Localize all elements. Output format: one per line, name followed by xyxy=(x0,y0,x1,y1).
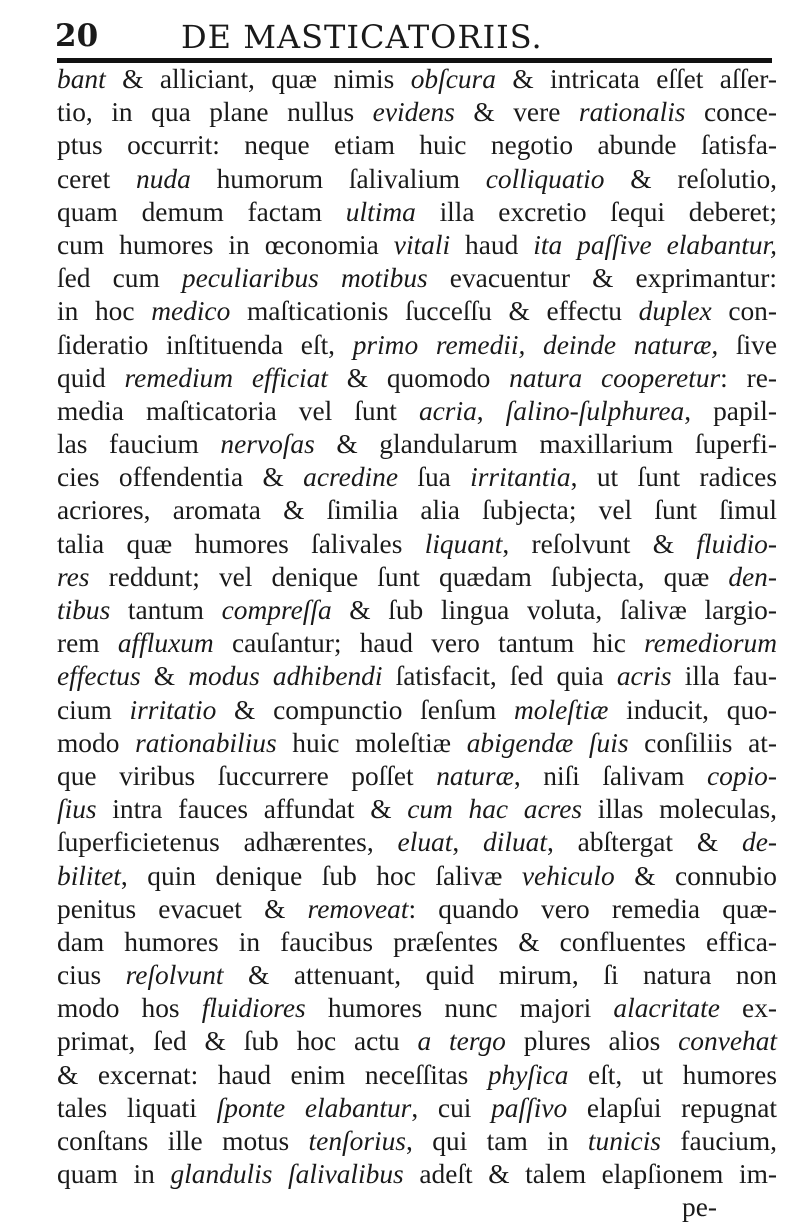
text-run: , xyxy=(476,395,506,426)
italic-run: compreſſa xyxy=(221,595,332,625)
catchword: pe- xyxy=(682,1192,717,1223)
italic-run: glandulis ſalivalibus xyxy=(170,1159,404,1190)
text-run: penitus evacuet & xyxy=(57,893,308,924)
text-line xyxy=(57,163,777,196)
text-run: , abſtergat & xyxy=(546,827,743,858)
text-run: , cui xyxy=(411,1092,492,1123)
text-line xyxy=(57,1092,777,1125)
text-run: quam in xyxy=(57,1159,171,1190)
italic-run: diluat xyxy=(483,827,547,858)
text-line xyxy=(57,63,777,96)
italic-run: acris xyxy=(616,661,672,692)
italic-run: nervoſas xyxy=(220,429,315,460)
text-line xyxy=(57,262,777,295)
text-line xyxy=(57,395,777,428)
text-run: & connubio xyxy=(614,860,777,891)
text-run: faucium, xyxy=(660,1126,777,1156)
text-run: : re- xyxy=(720,362,777,393)
text-run: elapſui repugnat xyxy=(567,1092,777,1123)
text-run: talia quæ humores ſalivales xyxy=(57,528,425,559)
text-run: reddunt; vel denique ſunt quædam ſubjecta, quæ xyxy=(89,561,729,592)
italic-run: irritantia xyxy=(470,462,571,493)
italic-run: ita paſſive elabantur, xyxy=(533,229,777,260)
running-title: DE MASTICATORIIS. xyxy=(181,18,543,56)
text-run: conſiliis at- xyxy=(628,727,777,758)
italic-run: tunicis xyxy=(587,1126,661,1156)
text-run: evacuentur & exprimantur: xyxy=(427,263,777,294)
italic-run: duplex xyxy=(638,296,712,327)
italic-run: vitali xyxy=(393,229,451,260)
text-run: inducit, quo- xyxy=(608,694,777,725)
text-run: ſatisfacit, ſed quia xyxy=(382,661,617,692)
text-run: conſtans ille motus xyxy=(57,1126,309,1156)
text-line xyxy=(57,893,777,926)
text-run: rem xyxy=(57,628,118,659)
text-run: & glandularum maxillarium ſuperfi- xyxy=(314,429,777,460)
italic-run: ſalino-ſulphurea xyxy=(505,395,685,426)
text-run: & compunctio ſenſum xyxy=(216,694,515,725)
text-run: tantum xyxy=(110,595,222,625)
text-run: ptus occurrit: neque etiam huic negotio abunde ſatisfa- xyxy=(57,130,777,161)
italic-run: vehiculo xyxy=(521,860,615,891)
text-run: , qui tam in xyxy=(405,1126,588,1156)
italic-run: tenſorius xyxy=(308,1126,406,1156)
text-run: illas moleculas, xyxy=(582,794,777,825)
italic-run: primo remedii, deinde naturæ, xyxy=(352,329,719,360)
text-run: ex- xyxy=(719,993,778,1024)
text-run: las faucium xyxy=(57,429,221,460)
italic-run: den- xyxy=(728,561,777,592)
text-line xyxy=(57,694,777,727)
italic-run: moleſtiæ xyxy=(514,694,609,725)
text-line xyxy=(57,627,777,660)
italic-run: obſcura xyxy=(410,64,496,94)
text-run: conce- xyxy=(685,97,778,128)
text-run: & excernat: haud enim neceſſitas xyxy=(57,1059,488,1090)
italic-run: cum hac acres xyxy=(407,794,583,825)
italic-run: paſſivo xyxy=(491,1092,568,1123)
text-run: haud xyxy=(450,229,534,260)
text-run: humorum ſalivalium xyxy=(190,163,486,194)
text-run: illa excretio ſequi deberet; xyxy=(415,196,777,227)
italic-run: phyſica xyxy=(487,1059,569,1090)
italic-run: rationabilius xyxy=(135,727,277,758)
italic-run: eluat xyxy=(397,827,453,858)
italic-run: reſolvunt xyxy=(125,960,224,991)
italic-run: alacritate xyxy=(613,993,720,1024)
text-run: humores nunc majori xyxy=(305,993,614,1024)
text-run: cum humores in œconomia xyxy=(57,229,394,260)
text-line xyxy=(57,295,777,328)
text-run: cauſantur; haud vero tantum hic xyxy=(213,628,645,659)
italic-run: modus adhibendi xyxy=(188,661,383,692)
text-line xyxy=(57,428,777,461)
text-run: modo xyxy=(57,727,136,758)
text-line xyxy=(57,727,777,760)
italic-run: acredine xyxy=(303,462,398,493)
text-run: plures alios xyxy=(505,1026,679,1057)
italic-run: colliquatio xyxy=(485,163,605,194)
italic-run: copio- xyxy=(707,760,777,791)
italic-run: res xyxy=(57,561,90,592)
italic-run: tibus xyxy=(57,595,111,625)
italic-run: fluidiores xyxy=(201,993,306,1024)
text-line xyxy=(57,129,777,162)
italic-run: a tergo xyxy=(417,1026,506,1057)
text-run: ceret xyxy=(57,163,136,194)
italic-run: naturæ xyxy=(436,760,514,791)
text-run: & vere xyxy=(454,97,579,128)
italic-run: rationalis xyxy=(578,97,686,128)
italic-run: medico xyxy=(151,296,231,327)
text-run: & quomodo xyxy=(327,362,510,393)
text-run: media maſticatoria vel ſunt xyxy=(57,395,419,426)
text-run: , ut ſunt radices xyxy=(570,462,777,493)
text-run: cius xyxy=(57,960,126,991)
italic-run: de- xyxy=(742,827,778,858)
text-run: , quin denique ſub hoc ſalivæ xyxy=(120,860,522,891)
italic-run: removeat xyxy=(307,893,409,924)
italic-run: irritatio xyxy=(129,694,217,725)
text-line xyxy=(57,959,777,992)
italic-run: ſius xyxy=(57,794,97,825)
italic-run: evidens xyxy=(372,97,455,128)
text-line xyxy=(57,494,777,527)
italic-run: abigendæ ſuis xyxy=(466,727,629,758)
text-run: tio, in qua plane nullus xyxy=(57,97,373,128)
text-line xyxy=(57,461,777,494)
text-run: ſuperficietenus adhærentes, xyxy=(57,827,398,858)
italic-run: bant xyxy=(57,64,106,94)
page-number: 20 xyxy=(55,18,99,54)
text-line xyxy=(57,528,777,561)
text-line xyxy=(57,196,777,229)
page-header xyxy=(55,18,770,60)
italic-run: ſponte elabantur xyxy=(216,1092,412,1123)
text-run: modo hos xyxy=(57,993,202,1024)
text-run: ſua xyxy=(397,462,471,493)
text-line xyxy=(57,329,777,362)
text-line xyxy=(57,229,777,262)
text-run: adeſt & talem elapſionem im- xyxy=(403,1159,778,1190)
text-run: illa fau- xyxy=(671,661,777,692)
text-line xyxy=(57,362,777,395)
text-run: , reſolvunt & xyxy=(502,528,697,559)
text-run: & xyxy=(140,661,189,692)
text-run: , papil- xyxy=(684,395,777,426)
text-line xyxy=(57,926,777,959)
text-run: dam humores in faucibus præſentes & confluentes effica- xyxy=(57,926,777,957)
text-run: quam demum factam xyxy=(57,196,346,227)
italic-run: liquant xyxy=(424,528,503,559)
text-run: tales liquati xyxy=(57,1092,217,1123)
italic-run: remediorum xyxy=(644,628,778,659)
text-run: ſed cum xyxy=(57,263,182,294)
text-run: ſideratio inſtituenda eſt, xyxy=(57,329,353,360)
text-run: primat, ſed & ſub hoc actu xyxy=(57,1026,418,1057)
italic-run: peculiaribus motibus xyxy=(181,263,428,294)
text-run: quid xyxy=(57,362,125,393)
text-line xyxy=(57,826,777,859)
text-run: in hoc xyxy=(57,296,152,327)
text-line xyxy=(57,561,777,594)
text-run: que viribus ſuccurrere poſſet xyxy=(57,760,437,791)
text-line xyxy=(57,793,777,826)
text-run: intra fauces affundat & xyxy=(96,794,408,825)
text-run: cium xyxy=(57,694,130,725)
italic-run: affluxum xyxy=(117,628,214,659)
italic-run: effectus xyxy=(57,661,141,692)
italic-run: ultima xyxy=(345,196,416,227)
text-line xyxy=(57,1025,777,1058)
text-run: , niſi ſalivam xyxy=(513,760,708,791)
text-run: & attenuant, quid mirum, ſi natura non xyxy=(223,960,777,991)
text-run: eſt, ut humores xyxy=(568,1059,777,1090)
italic-run: bilitet xyxy=(57,860,121,891)
text-run: & ſub lingua voluta, ſalivæ largio- xyxy=(331,595,777,625)
text-run: cies offendentia & xyxy=(57,462,304,493)
text-line xyxy=(57,860,777,893)
text-line xyxy=(57,594,777,627)
text-line xyxy=(57,1059,777,1092)
text-run: con- xyxy=(711,296,777,327)
italic-run: nuda xyxy=(136,163,191,194)
italic-run: natura cooperetur xyxy=(509,362,721,393)
text-run: ſive xyxy=(718,329,778,360)
text-run: & alliciant, quæ nimis xyxy=(105,64,411,94)
text-run: huic moleſtiæ xyxy=(276,727,467,758)
text-line xyxy=(57,96,777,129)
italic-run: fluidio- xyxy=(696,528,777,559)
italic-run: remedium efficiat xyxy=(124,362,328,393)
text-line xyxy=(57,660,777,693)
text-run: & reſolutio, xyxy=(604,163,777,194)
italic-run: convehat xyxy=(678,1026,778,1057)
text-line xyxy=(57,1125,777,1158)
body-text xyxy=(57,63,777,1225)
text-run: : quando vero remedia quæ- xyxy=(408,893,777,924)
text-line xyxy=(57,1158,777,1191)
text-line xyxy=(57,760,777,793)
italic-run: acria xyxy=(418,395,477,426)
text-line xyxy=(57,992,777,1025)
text-run: maſticationis ſucceſſu & effectu xyxy=(230,296,639,327)
text-run: acriores, aromata & ſimilia alia ſubjecta; vel ſunt ſimul xyxy=(57,495,777,526)
text-run: & intricata eſſet aſſer- xyxy=(495,64,777,94)
text-run: , xyxy=(452,827,484,858)
